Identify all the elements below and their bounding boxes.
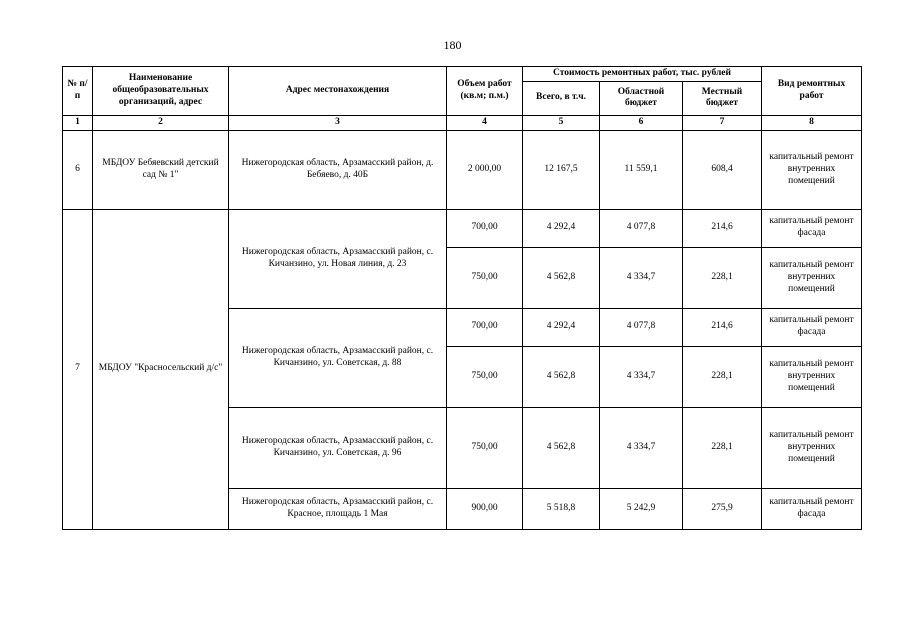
col-number: 4 (447, 115, 523, 130)
col-number: 1 (63, 115, 93, 130)
volume: 700,00 (447, 209, 523, 247)
total: 5 518,8 (523, 488, 600, 529)
regional: 4 334,7 (600, 346, 683, 407)
header-work-type: Вид ремонтных работ (762, 67, 862, 116)
col-number: 7 (683, 115, 762, 130)
regional: 4 077,8 (600, 308, 683, 346)
total: 12 167,5 (523, 130, 600, 209)
work-type: капитальный ремонт внутренних помещений (762, 346, 862, 407)
column-number-row (63, 115, 862, 130)
work-type: капитальный ремонт внутренних помещений (762, 130, 862, 209)
header-cost-group: Стоимость ремонтных работ, тыс. рублей (523, 67, 762, 82)
org-name: МБДОУ "Красносельский д/с" (93, 209, 229, 529)
col-number: 6 (600, 115, 683, 130)
volume: 2 000,00 (447, 130, 523, 209)
total: 4 292,4 (523, 209, 600, 247)
local: 608,4 (683, 130, 762, 209)
local: 228,1 (683, 407, 762, 488)
address: Нижегородская область, Арзамасский район, с. Кичанзино, ул. Новая линия, д. 23 (229, 209, 447, 308)
address: Нижегородская область, Арзамасский район, с. Кичанзино, ул. Советская, д. 96 (229, 407, 447, 488)
volume: 750,00 (447, 346, 523, 407)
repair-works-table (62, 66, 862, 530)
work-type: капитальный ремонт внутренних помещений (762, 247, 862, 308)
address: Нижегородская область, Арзамасский район, д. Бебяево, д. 40Б (229, 130, 447, 209)
page-number: 180 (443, 38, 462, 52)
address: Нижегородская область, Арзамасский район, с. Кичанзино, ул. Советская, д. 88 (229, 308, 447, 407)
total: 4 562,8 (523, 247, 600, 308)
volume: 750,00 (447, 247, 523, 308)
header-local: Местный бюджет (683, 81, 762, 115)
col-number: 8 (762, 115, 862, 130)
work-type: капитальный ремонт фасада (762, 488, 862, 529)
col-number: 3 (229, 115, 447, 130)
local: 275,9 (683, 488, 762, 529)
volume: 900,00 (447, 488, 523, 529)
regional: 5 242,9 (600, 488, 683, 529)
regional: 11 559,1 (600, 130, 683, 209)
row-num: 6 (63, 130, 93, 209)
total: 4 562,8 (523, 407, 600, 488)
regional: 4 334,7 (600, 407, 683, 488)
table-row (63, 209, 862, 247)
header-volume: Объем работ (кв.м; п.м.) (447, 67, 523, 116)
work-type: капитальный ремонт внутренних помещений (762, 407, 862, 488)
total: 4 292,4 (523, 308, 600, 346)
header-num: № п/п (63, 67, 93, 116)
local: 228,1 (683, 247, 762, 308)
header-regional: Областной бюджет (600, 81, 683, 115)
regional: 4 334,7 (600, 247, 683, 308)
local: 214,6 (683, 308, 762, 346)
header-address: Адрес местонахождения (229, 67, 447, 116)
work-type: капитальный ремонт фасада (762, 209, 862, 247)
regional: 4 077,8 (600, 209, 683, 247)
volume: 750,00 (447, 407, 523, 488)
local: 228,1 (683, 346, 762, 407)
table-row (63, 130, 862, 209)
local: 214,6 (683, 209, 762, 247)
col-number: 2 (93, 115, 229, 130)
col-number: 5 (523, 115, 600, 130)
header-total: Всего, в т.ч. (523, 81, 600, 115)
address: Нижегородская область, Арзамасский район, с. Красное, площадь 1 Мая (229, 488, 447, 529)
volume: 700,00 (447, 308, 523, 346)
total: 4 562,8 (523, 346, 600, 407)
header-org: Наименование общеобразовательных организаций, адрес (93, 67, 229, 116)
work-type: капитальный ремонт фасада (762, 308, 862, 346)
row-num: 7 (63, 209, 93, 529)
org-name: МБДОУ Бебяевский детский сад № 1" (93, 130, 229, 209)
